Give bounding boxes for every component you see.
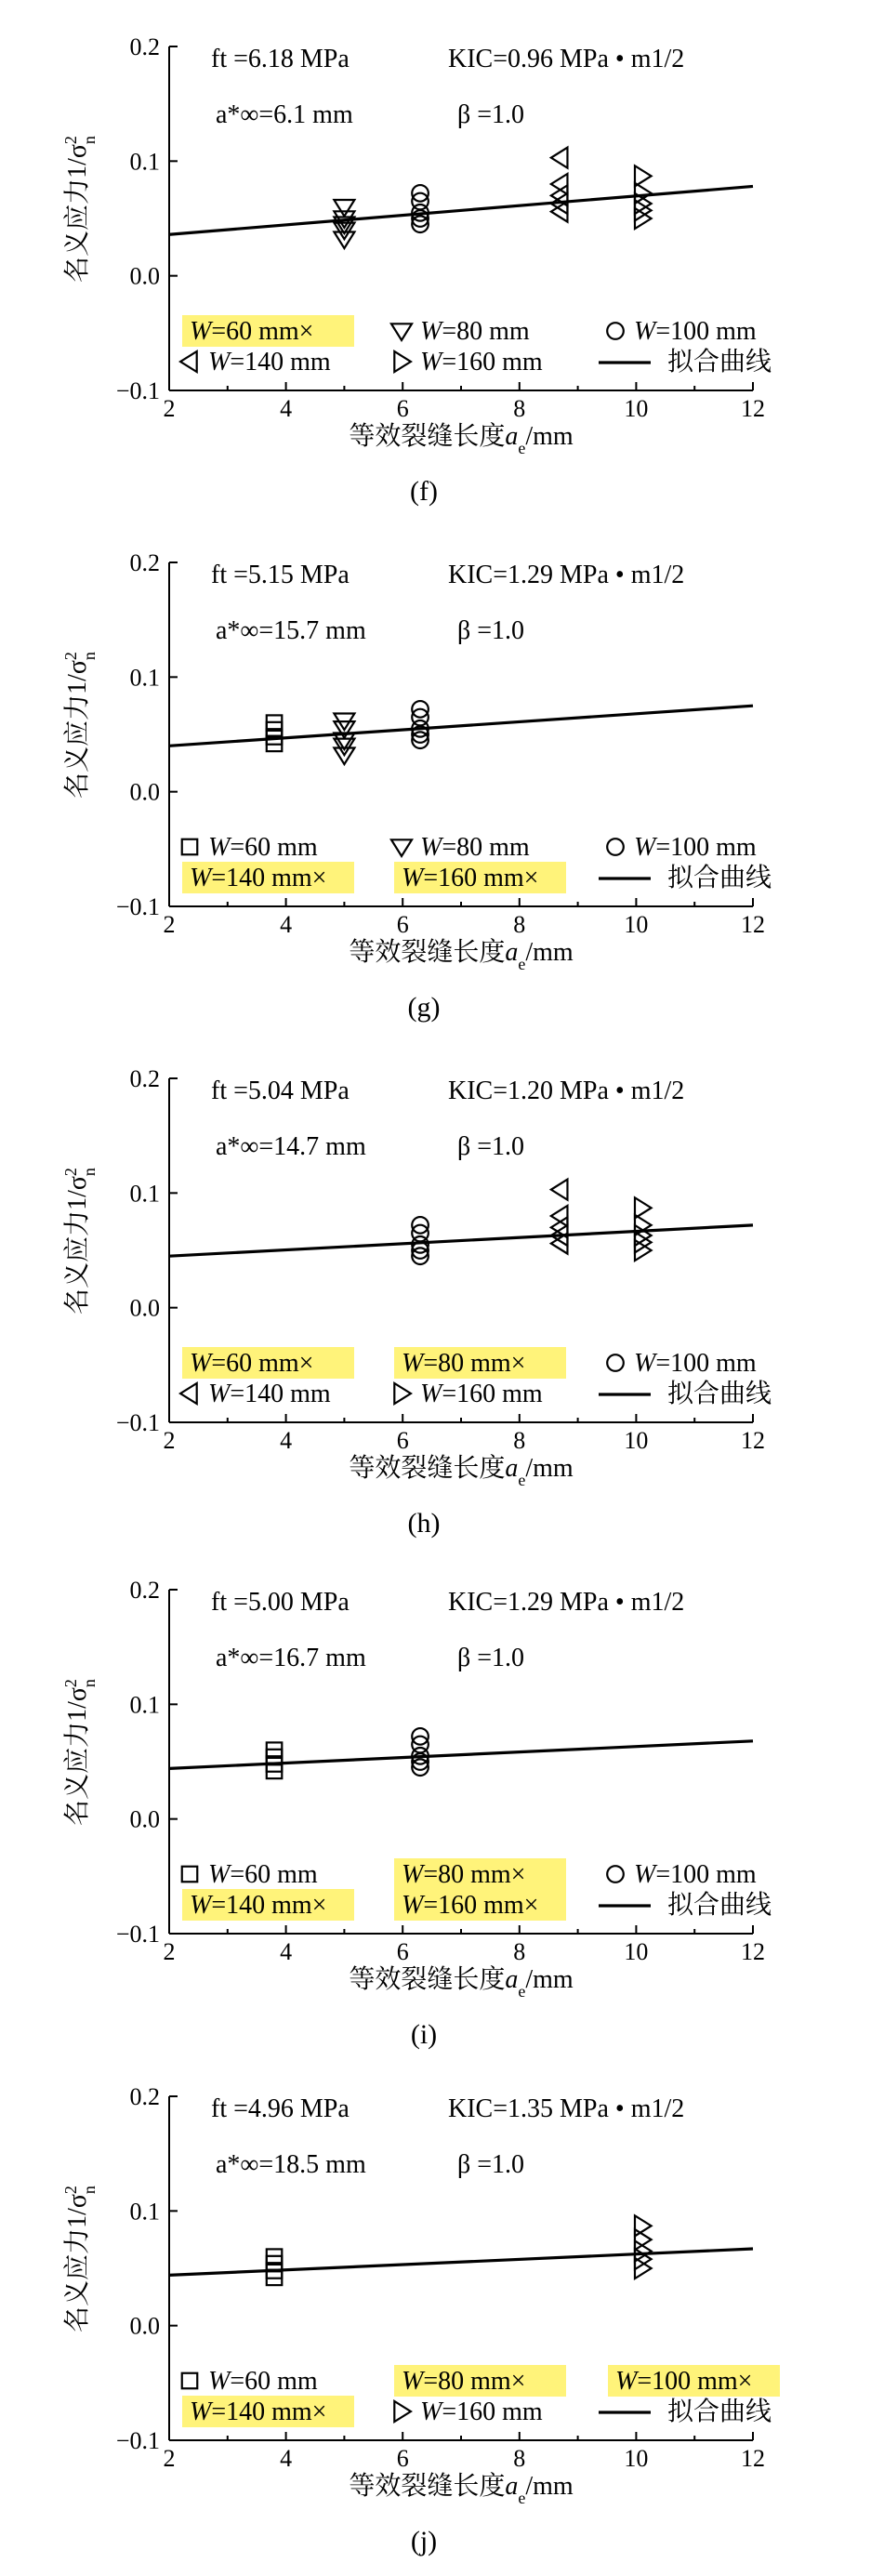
x-tick-label: 10 xyxy=(624,395,649,422)
x-tick-label: 8 xyxy=(513,911,526,938)
legend-marker xyxy=(394,2401,411,2422)
legend-item xyxy=(182,315,354,347)
legend-label: W=140 mm xyxy=(208,1380,331,1408)
legend-item xyxy=(391,833,530,862)
x-tick-label: 4 xyxy=(280,911,293,938)
x-tick-label: 12 xyxy=(741,395,765,422)
ft-annotation: ft =6.18 MPa xyxy=(211,45,350,73)
x-tick-label: 4 xyxy=(280,1938,293,1965)
x-tick-label: 10 xyxy=(624,2445,649,2472)
legend-item xyxy=(391,317,530,346)
x-tick-label: 12 xyxy=(741,2445,765,2472)
legend-label: W=100 mm× xyxy=(615,2367,753,2396)
legend-item xyxy=(394,2398,543,2426)
legend-item xyxy=(180,1380,331,1408)
x-tick-label: 4 xyxy=(280,2445,293,2472)
legend-label: 拟合曲线 xyxy=(667,864,772,892)
x-tick-label: 12 xyxy=(741,1938,765,1965)
data-point xyxy=(551,1180,568,1200)
x-tick-label: 8 xyxy=(513,1427,526,1454)
x-tick-label: 2 xyxy=(163,1938,176,1965)
legend-marker xyxy=(180,351,197,372)
legend-marker xyxy=(607,1354,624,1371)
chart-panel-h xyxy=(61,1065,772,1539)
a-inf-annotation: a*∞=18.5 mm xyxy=(216,2150,366,2179)
x-tick-label: 10 xyxy=(624,911,649,938)
chart-panel-g xyxy=(61,549,772,1023)
y-tick-label: 0.0 xyxy=(129,262,160,290)
y-tick-label: −0.1 xyxy=(115,1921,160,1948)
legend-marker xyxy=(394,351,411,372)
panel-letter: (j) xyxy=(410,2526,438,2556)
legend-item xyxy=(607,317,757,346)
panel-letter: (h) xyxy=(407,1508,441,1539)
y-tick-label: 0.0 xyxy=(129,1805,160,1833)
legend-label: W=100 mm xyxy=(634,833,757,862)
legend-label: W=60 mm× xyxy=(190,1349,314,1378)
y-tick-label: 0.1 xyxy=(129,1180,160,1208)
x-tick-label: 4 xyxy=(280,1427,293,1454)
x-tick-label: 6 xyxy=(396,1938,409,1965)
x-axis-label: 等效裂缝长度$a_e/mm$ xyxy=(349,1965,574,2001)
data-point xyxy=(334,200,354,217)
y-axis-label: 名义应力$1/\sigma^2_n$ xyxy=(61,652,99,799)
legend-label: W=60 mm xyxy=(208,1860,318,1889)
legend-label: W=160 mm xyxy=(420,2398,543,2426)
x-tick-label: 4 xyxy=(280,395,293,422)
a-inf-annotation: a*∞=6.1 mm xyxy=(216,100,353,129)
kic-annotation: KIC=1.29 MPa • m1/2 xyxy=(448,561,685,589)
x-axis-label: 等效裂缝长度$a_e/mm$ xyxy=(349,2472,574,2507)
legend-item xyxy=(182,1347,354,1379)
legend-label: W=160 mm xyxy=(420,348,543,376)
legend-label: W=140 mm× xyxy=(190,2398,327,2426)
y-axis-label: 名义应力$1/\sigma^2_n$ xyxy=(61,136,99,283)
y-tick-label: 0.0 xyxy=(129,778,160,806)
y-tick-label: 0.0 xyxy=(129,2312,160,2340)
legend-item xyxy=(608,2365,780,2397)
x-tick-label: 12 xyxy=(741,1427,765,1454)
legend-label: W=100 mm xyxy=(634,317,757,346)
legend-marker xyxy=(182,839,198,855)
legend-label: 拟合曲线 xyxy=(667,2398,772,2426)
beta-annotation: β =1.0 xyxy=(457,1644,525,1672)
fit-line xyxy=(169,1225,753,1256)
data-point xyxy=(635,1197,652,1218)
y-tick-label: 0.2 xyxy=(129,549,160,576)
beta-annotation: β =1.0 xyxy=(457,100,525,129)
x-tick-label: 8 xyxy=(513,395,526,422)
legend-label: W=140 mm× xyxy=(190,864,327,892)
data-point xyxy=(635,183,652,204)
beta-annotation: β =1.0 xyxy=(457,616,525,645)
legend-item xyxy=(394,1380,543,1408)
x-tick-label: 8 xyxy=(513,1938,526,1965)
legend-marker xyxy=(394,1383,411,1404)
legend-item xyxy=(394,2365,566,2397)
legend-item xyxy=(607,833,757,862)
kic-annotation: KIC=1.20 MPa • m1/2 xyxy=(448,1077,685,1105)
beta-annotation: β =1.0 xyxy=(457,1132,525,1161)
x-tick-label: 8 xyxy=(513,2445,526,2472)
a-inf-annotation: a*∞=14.7 mm xyxy=(216,1132,366,1161)
x-tick-label: 2 xyxy=(163,911,176,938)
fit-line xyxy=(169,186,753,234)
legend-label: W=80 mm× xyxy=(402,2367,526,2396)
y-axis-label: 名义应力$1/\sigma^2_n$ xyxy=(61,1679,99,1826)
legend-label: W=80 mm× xyxy=(402,1349,526,1378)
legend-label: W=160 mm× xyxy=(402,864,539,892)
y-tick-label: −0.1 xyxy=(115,1409,160,1436)
y-tick-label: 0.1 xyxy=(129,664,160,692)
legend-label: W=60 mm xyxy=(208,2367,318,2396)
a-inf-annotation: a*∞=16.7 mm xyxy=(216,1644,366,1672)
kic-annotation: KIC=0.96 MPa • m1/2 xyxy=(448,45,685,73)
x-tick-label: 2 xyxy=(163,2445,176,2472)
legend-item xyxy=(599,1890,772,1920)
legend-label: W=100 mm xyxy=(634,1860,757,1889)
y-tick-label: 0.1 xyxy=(129,1691,160,1719)
x-tick-label: 2 xyxy=(163,395,176,422)
legend-label: 拟合曲线 xyxy=(667,1891,772,1920)
legend-item xyxy=(599,347,772,376)
legend-label: 拟合曲线 xyxy=(667,1380,772,1408)
legend-item xyxy=(394,348,543,376)
panel-letter: (i) xyxy=(410,2019,438,2050)
ft-annotation: ft =4.96 MPa xyxy=(211,2094,350,2123)
legend-label: W=80 mm× xyxy=(402,1860,526,1889)
fit-line xyxy=(169,706,753,746)
x-tick-label: 10 xyxy=(624,1938,649,1965)
legend-label: W=80 mm xyxy=(420,317,530,346)
y-tick-label: −0.1 xyxy=(115,893,160,920)
legend-item xyxy=(599,2397,772,2426)
legend-item xyxy=(394,862,566,893)
chart-panel-j xyxy=(61,2083,780,2556)
y-tick-label: 0.2 xyxy=(129,1577,160,1604)
legend-item xyxy=(182,1889,354,1921)
y-tick-label: −0.1 xyxy=(115,2427,160,2454)
legend-item xyxy=(182,833,318,862)
chart-panel-i xyxy=(61,1577,772,2050)
ft-annotation: ft =5.00 MPa xyxy=(211,1588,350,1617)
x-tick-label: 10 xyxy=(624,1427,649,1454)
legend-item xyxy=(607,1860,757,1889)
data-point xyxy=(635,165,652,186)
y-tick-label: 0.1 xyxy=(129,2198,160,2226)
y-tick-label: 0.1 xyxy=(129,148,160,176)
fit-line xyxy=(169,1741,753,1769)
x-tick-label: 6 xyxy=(396,911,409,938)
x-tick-label: 12 xyxy=(741,911,765,938)
legend-item xyxy=(180,348,331,376)
y-tick-label: 0.2 xyxy=(129,2083,160,2110)
x-axis-label: 等效裂缝长度$a_e/mm$ xyxy=(349,938,574,973)
legend-label: W=60 mm× xyxy=(190,317,314,346)
legend-item xyxy=(182,862,354,893)
legend-marker xyxy=(607,323,624,339)
x-axis-label: 等效裂缝长度$a_e/mm$ xyxy=(349,1454,574,1489)
legend-item xyxy=(599,1379,772,1408)
x-axis-label: 等效裂缝长度$a_e/mm$ xyxy=(349,422,574,457)
legend-label: W=100 mm xyxy=(634,1349,757,1378)
y-tick-label: 0.2 xyxy=(129,33,160,60)
legend-label: W=160 mm xyxy=(420,1380,543,1408)
x-tick-label: 2 xyxy=(163,1427,176,1454)
legend-item xyxy=(607,1349,757,1378)
legend-item xyxy=(182,2367,318,2396)
x-tick-label: 6 xyxy=(396,395,409,422)
legend-label: W=60 mm xyxy=(208,833,318,862)
y-axis-label: 名义应力$1/\sigma^2_n$ xyxy=(61,1168,99,1314)
data-point xyxy=(551,148,568,168)
legend-item xyxy=(599,863,772,892)
legend-marker xyxy=(607,839,624,855)
y-tick-label: 0.0 xyxy=(129,1294,160,1322)
x-tick-label: 6 xyxy=(396,1427,409,1454)
legend-item xyxy=(182,2396,354,2427)
beta-annotation: β =1.0 xyxy=(457,2150,525,2179)
legend-marker xyxy=(391,839,412,856)
legend-item xyxy=(394,1889,566,1921)
kic-annotation: KIC=1.29 MPa • m1/2 xyxy=(448,1588,685,1617)
y-tick-label: −0.1 xyxy=(115,377,160,404)
y-axis-label: 名义应力$1/\sigma^2_n$ xyxy=(61,2186,99,2332)
ft-annotation: ft =5.04 MPa xyxy=(211,1077,350,1105)
legend-marker xyxy=(180,1383,197,1404)
ft-annotation: ft =5.15 MPa xyxy=(211,561,350,589)
panel-letter: (g) xyxy=(407,992,441,1023)
legend-marker xyxy=(182,1867,198,1882)
legend-marker xyxy=(607,1866,624,1882)
legend-item xyxy=(394,1858,566,1890)
data-point xyxy=(635,2215,652,2236)
y-tick-label: 0.2 xyxy=(129,1065,160,1092)
legend-item xyxy=(182,1860,318,1889)
legend-label: W=140 mm xyxy=(208,348,331,376)
chart-panel-f xyxy=(61,33,772,507)
panel-letter: (f) xyxy=(410,476,438,507)
legend-label: W=80 mm xyxy=(420,833,530,862)
legend-label: W=160 mm× xyxy=(402,1891,539,1920)
x-tick-label: 6 xyxy=(396,2445,409,2472)
legend-item xyxy=(394,1347,566,1379)
kic-annotation: KIC=1.35 MPa • m1/2 xyxy=(448,2094,685,2123)
a-inf-annotation: a*∞=15.7 mm xyxy=(216,616,366,645)
legend-marker xyxy=(182,2373,198,2389)
legend-marker xyxy=(391,324,412,340)
fit-line xyxy=(169,2249,753,2275)
legend-label: 拟合曲线 xyxy=(667,348,772,376)
legend-label: W=140 mm× xyxy=(190,1891,327,1920)
